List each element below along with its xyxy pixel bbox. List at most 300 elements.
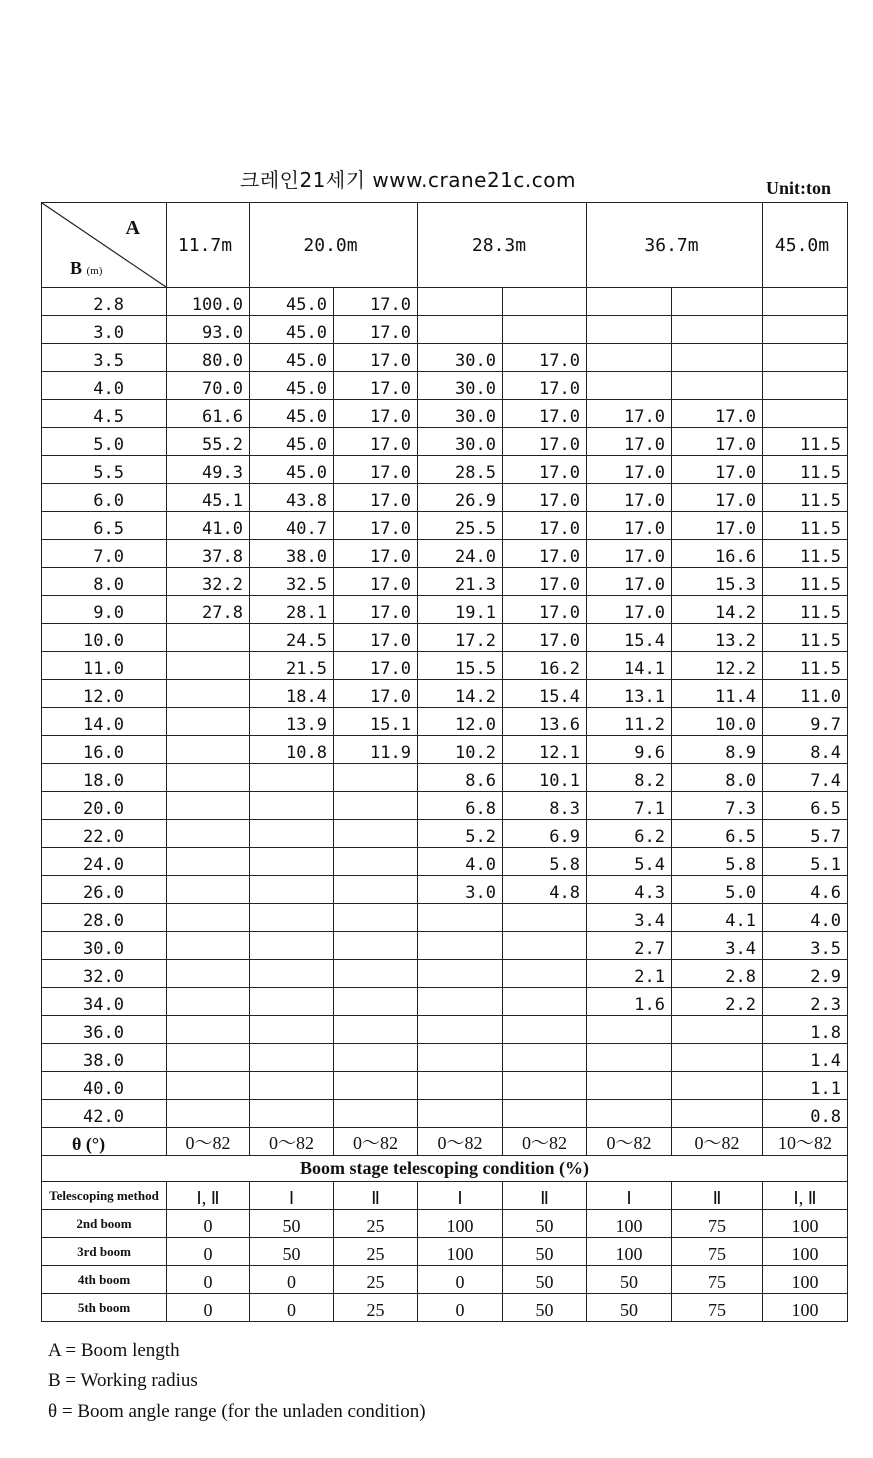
telescoping-cell: 50 xyxy=(503,1210,587,1238)
capacity-cell: 17.0 xyxy=(334,316,418,344)
capacity-cell: 10.0 xyxy=(672,708,763,736)
capacity-cell: 14.1 xyxy=(587,652,672,680)
capacity-cell xyxy=(250,904,334,932)
capacity-cell: 45.0 xyxy=(250,400,334,428)
table-row xyxy=(42,876,848,904)
radius-cell: 32.0 xyxy=(42,960,167,988)
telescoping-title: Boom stage telescoping condition (%) xyxy=(42,1156,848,1182)
capacity-cell xyxy=(587,1100,672,1128)
capacity-cell: 17.0 xyxy=(334,484,418,512)
capacity-cell: 5.1 xyxy=(763,848,848,876)
capacity-cell xyxy=(167,988,250,1016)
capacity-cell: 37.8 xyxy=(167,540,250,568)
capacity-cell xyxy=(334,932,418,960)
capacity-cell xyxy=(503,904,587,932)
load-chart-table xyxy=(41,202,848,1322)
table-row xyxy=(42,1072,848,1100)
capacity-cell: 17.0 xyxy=(587,456,672,484)
capacity-cell xyxy=(334,764,418,792)
telescoping-cell: 50 xyxy=(503,1238,587,1266)
capacity-cell xyxy=(503,1016,587,1044)
radius-cell: 3.5 xyxy=(42,344,167,372)
table-row xyxy=(42,512,848,540)
capacity-cell: 17.0 xyxy=(503,540,587,568)
capacity-cell xyxy=(763,344,848,372)
capacity-cell: 4.3 xyxy=(587,876,672,904)
table-row xyxy=(42,1100,848,1128)
legend-theta: θ = Boom angle range (for the unladen condition) xyxy=(48,1401,426,1422)
capacity-cell: 30.0 xyxy=(418,372,503,400)
capacity-cell xyxy=(334,792,418,820)
telescoping-cell: 0 xyxy=(167,1266,250,1294)
capacity-cell xyxy=(167,904,250,932)
capacity-cell: 45.0 xyxy=(250,372,334,400)
telescoping-cell: 0 xyxy=(250,1294,334,1322)
capacity-cell: 24.5 xyxy=(250,624,334,652)
telescoping-method-row xyxy=(42,1182,848,1210)
capacity-cell xyxy=(250,1016,334,1044)
capacity-cell: 5.8 xyxy=(672,848,763,876)
capacity-cell: 10.1 xyxy=(503,764,587,792)
table-row xyxy=(42,792,848,820)
boom-stage-label: 4th boom xyxy=(42,1266,167,1294)
capacity-cell xyxy=(418,960,503,988)
table-row xyxy=(42,456,848,484)
capacity-cell: 28.5 xyxy=(418,456,503,484)
capacity-cell: 45.1 xyxy=(167,484,250,512)
capacity-cell: 9.7 xyxy=(763,708,848,736)
theta-label: θ (°) xyxy=(42,1128,167,1156)
table-row xyxy=(42,484,848,512)
capacity-cell: 30.0 xyxy=(418,400,503,428)
capacity-cell: 6.9 xyxy=(503,820,587,848)
capacity-cell: 38.0 xyxy=(250,540,334,568)
capacity-cell: 15.4 xyxy=(587,624,672,652)
table-row xyxy=(42,428,848,456)
telescoping-cell: 100 xyxy=(587,1210,672,1238)
capacity-cell xyxy=(167,624,250,652)
table-row xyxy=(42,652,848,680)
telescoping-method-cell: Ⅰ xyxy=(418,1182,503,1210)
boom-length-45-0: 45.0m xyxy=(763,203,848,288)
capacity-cell: 5.2 xyxy=(418,820,503,848)
capacity-cell: 11.4 xyxy=(672,680,763,708)
telescoping-method-cell: Ⅰ, Ⅱ xyxy=(763,1182,848,1210)
capacity-cell: 12.2 xyxy=(672,652,763,680)
telescoping-method-cell: Ⅰ, Ⅱ xyxy=(167,1182,250,1210)
radius-cell: 4.5 xyxy=(42,400,167,428)
capacity-cell xyxy=(250,792,334,820)
radius-cell: 26.0 xyxy=(42,876,167,904)
capacity-cell xyxy=(672,1044,763,1072)
capacity-cell xyxy=(672,316,763,344)
capacity-cell xyxy=(418,316,503,344)
telescoping-cell: 25 xyxy=(334,1294,418,1322)
capacity-cell: 45.0 xyxy=(250,288,334,316)
capacity-cell: 3.4 xyxy=(587,904,672,932)
capacity-cell xyxy=(763,400,848,428)
radius-cell: 4.0 xyxy=(42,372,167,400)
capacity-cell: 17.0 xyxy=(672,456,763,484)
capacity-cell xyxy=(503,988,587,1016)
capacity-cell: 17.0 xyxy=(503,372,587,400)
capacity-cell: 17.0 xyxy=(587,512,672,540)
capacity-cell: 1.8 xyxy=(763,1016,848,1044)
radius-cell: 42.0 xyxy=(42,1100,167,1128)
capacity-cell: 3.4 xyxy=(672,932,763,960)
telescoping-cell: 0 xyxy=(250,1266,334,1294)
capacity-cell xyxy=(334,876,418,904)
table-row xyxy=(42,596,848,624)
capacity-cell xyxy=(250,1072,334,1100)
capacity-cell: 6.5 xyxy=(763,792,848,820)
capacity-cell: 17.0 xyxy=(503,428,587,456)
capacity-cell xyxy=(503,316,587,344)
radius-cell: 16.0 xyxy=(42,736,167,764)
theta-cell: 0～82 xyxy=(587,1128,672,1156)
capacity-cell: 11.5 xyxy=(763,456,848,484)
boom-stage-label: 2nd boom xyxy=(42,1210,167,1238)
capacity-cell xyxy=(587,1016,672,1044)
capacity-cell: 2.8 xyxy=(672,960,763,988)
capacity-cell xyxy=(167,792,250,820)
capacity-cell xyxy=(672,1100,763,1128)
capacity-cell: 17.0 xyxy=(334,428,418,456)
telescoping-cell: 0 xyxy=(418,1294,503,1322)
diagonal-divider xyxy=(42,203,166,287)
capacity-cell: 8.9 xyxy=(672,736,763,764)
radius-cell: 18.0 xyxy=(42,764,167,792)
capacity-cell: 17.0 xyxy=(503,456,587,484)
capacity-cell xyxy=(672,344,763,372)
table-row xyxy=(42,960,848,988)
capacity-cell: 17.0 xyxy=(672,400,763,428)
telescoping-cell: 50 xyxy=(587,1294,672,1322)
boom-length-28-3: 28.3m xyxy=(418,203,587,288)
theta-cell: 0～82 xyxy=(503,1128,587,1156)
capacity-cell: 49.3 xyxy=(167,456,250,484)
capacity-cell: 7.3 xyxy=(672,792,763,820)
capacity-cell xyxy=(167,960,250,988)
capacity-cell xyxy=(167,1100,250,1128)
capacity-cell: 17.0 xyxy=(503,512,587,540)
telescoping-cell: 100 xyxy=(418,1238,503,1266)
capacity-cell: 14.2 xyxy=(418,680,503,708)
capacity-cell xyxy=(250,988,334,1016)
capacity-cell xyxy=(167,652,250,680)
table-row xyxy=(42,372,848,400)
capacity-cell: 11.5 xyxy=(763,428,848,456)
capacity-cell: 10.2 xyxy=(418,736,503,764)
radius-cell: 3.0 xyxy=(42,316,167,344)
radius-cell: 10.0 xyxy=(42,624,167,652)
capacity-cell: 17.0 xyxy=(587,484,672,512)
table-row xyxy=(42,988,848,1016)
capacity-cell xyxy=(167,1016,250,1044)
telescoping-method-cell: Ⅱ xyxy=(672,1182,763,1210)
capacity-cell: 12.1 xyxy=(503,736,587,764)
table-row xyxy=(42,932,848,960)
capacity-cell: 17.2 xyxy=(418,624,503,652)
telescoping-cell: 75 xyxy=(672,1294,763,1322)
capacity-cell: 11.5 xyxy=(763,512,848,540)
capacity-cell: 45.0 xyxy=(250,316,334,344)
capacity-cell: 13.6 xyxy=(503,708,587,736)
capacity-cell: 13.1 xyxy=(587,680,672,708)
capacity-cell xyxy=(334,904,418,932)
capacity-cell xyxy=(167,848,250,876)
capacity-cell: 32.2 xyxy=(167,568,250,596)
capacity-cell: 11.5 xyxy=(763,568,848,596)
capacity-cell xyxy=(334,960,418,988)
capacity-cell: 15.4 xyxy=(503,680,587,708)
capacity-cell: 9.6 xyxy=(587,736,672,764)
theta-cell: 0～82 xyxy=(672,1128,763,1156)
capacity-cell: 2.7 xyxy=(587,932,672,960)
capacity-cell xyxy=(503,932,587,960)
capacity-cell: 1.4 xyxy=(763,1044,848,1072)
capacity-cell xyxy=(334,988,418,1016)
telescoping-method-cell: Ⅱ xyxy=(334,1182,418,1210)
capacity-cell: 11.2 xyxy=(587,708,672,736)
capacity-cell: 43.8 xyxy=(250,484,334,512)
telescoping-cell: 50 xyxy=(503,1294,587,1322)
capacity-cell: 8.3 xyxy=(503,792,587,820)
capacity-cell xyxy=(167,820,250,848)
capacity-cell: 5.4 xyxy=(587,848,672,876)
capacity-cell xyxy=(167,708,250,736)
table-row xyxy=(42,1044,848,1072)
table-row xyxy=(42,540,848,568)
capacity-cell: 3.5 xyxy=(763,932,848,960)
capacity-cell xyxy=(418,1100,503,1128)
capacity-cell xyxy=(250,876,334,904)
capacity-cell: 15.1 xyxy=(334,708,418,736)
radius-cell: 30.0 xyxy=(42,932,167,960)
capacity-cell xyxy=(587,288,672,316)
capacity-cell xyxy=(418,288,503,316)
capacity-cell: 16.6 xyxy=(672,540,763,568)
capacity-cell xyxy=(418,904,503,932)
capacity-cell: 45.0 xyxy=(250,456,334,484)
telescoping-cell: 75 xyxy=(672,1210,763,1238)
capacity-cell: 17.0 xyxy=(587,428,672,456)
capacity-cell: 17.0 xyxy=(334,400,418,428)
capacity-cell: 17.0 xyxy=(587,596,672,624)
capacity-cell: 11.5 xyxy=(763,624,848,652)
capacity-cell: 40.7 xyxy=(250,512,334,540)
theta-cell: 0～82 xyxy=(334,1128,418,1156)
capacity-cell: 61.6 xyxy=(167,400,250,428)
capacity-cell xyxy=(167,876,250,904)
capacity-cell xyxy=(334,820,418,848)
capacity-cell: 8.4 xyxy=(763,736,848,764)
capacity-cell: 21.5 xyxy=(250,652,334,680)
capacity-cell: 17.0 xyxy=(587,400,672,428)
capacity-cell: 55.2 xyxy=(167,428,250,456)
capacity-cell: 7.4 xyxy=(763,764,848,792)
capacity-cell xyxy=(503,960,587,988)
telescoping-cell: 25 xyxy=(334,1210,418,1238)
radius-cell: 8.0 xyxy=(42,568,167,596)
capacity-cell: 2.3 xyxy=(763,988,848,1016)
theta-cell: 0～82 xyxy=(167,1128,250,1156)
capacity-cell xyxy=(250,820,334,848)
capacity-cell: 4.0 xyxy=(763,904,848,932)
capacity-cell: 11.5 xyxy=(763,596,848,624)
table-row xyxy=(42,764,848,792)
capacity-cell: 17.0 xyxy=(587,540,672,568)
telescoping-cell: 75 xyxy=(672,1238,763,1266)
capacity-cell: 93.0 xyxy=(167,316,250,344)
capacity-cell: 6.5 xyxy=(672,820,763,848)
corner-cell xyxy=(42,203,167,288)
capacity-cell xyxy=(503,1100,587,1128)
table-row xyxy=(42,904,848,932)
capacity-cell: 17.0 xyxy=(334,596,418,624)
telescoping-cell: 100 xyxy=(587,1238,672,1266)
capacity-cell: 17.0 xyxy=(503,484,587,512)
capacity-cell: 15.3 xyxy=(672,568,763,596)
theta-cell: 0～82 xyxy=(250,1128,334,1156)
table-row xyxy=(42,708,848,736)
capacity-cell: 17.0 xyxy=(672,428,763,456)
capacity-cell: 17.0 xyxy=(334,372,418,400)
telescoping-cell: 0 xyxy=(418,1266,503,1294)
radius-cell: 28.0 xyxy=(42,904,167,932)
capacity-cell: 18.4 xyxy=(250,680,334,708)
capacity-cell xyxy=(250,1044,334,1072)
table-row xyxy=(42,680,848,708)
capacity-cell xyxy=(250,848,334,876)
capacity-cell: 7.1 xyxy=(587,792,672,820)
legend-b: B = Working radius xyxy=(48,1370,198,1391)
capacity-cell: 17.0 xyxy=(503,624,587,652)
capacity-cell: 2.2 xyxy=(672,988,763,1016)
capacity-cell: 17.0 xyxy=(672,512,763,540)
radius-cell: 6.5 xyxy=(42,512,167,540)
capacity-cell xyxy=(167,764,250,792)
capacity-cell xyxy=(418,1044,503,1072)
telescoping-title-row xyxy=(42,1156,848,1182)
capacity-cell: 6.2 xyxy=(587,820,672,848)
capacity-cell: 1.6 xyxy=(587,988,672,1016)
capacity-cell: 100.0 xyxy=(167,288,250,316)
capacity-cell: 17.0 xyxy=(334,344,418,372)
legend-a: A = Boom length xyxy=(48,1340,180,1361)
radius-cell: 22.0 xyxy=(42,820,167,848)
capacity-cell: 17.0 xyxy=(334,540,418,568)
telescoping-cell: 50 xyxy=(503,1266,587,1294)
telescoping-cell: 100 xyxy=(763,1210,848,1238)
capacity-cell xyxy=(167,932,250,960)
capacity-cell: 4.6 xyxy=(763,876,848,904)
capacity-cell: 0.8 xyxy=(763,1100,848,1128)
radius-cell: 36.0 xyxy=(42,1016,167,1044)
telescoping-cell: 50 xyxy=(587,1266,672,1294)
radius-cell: 40.0 xyxy=(42,1072,167,1100)
capacity-cell xyxy=(587,1072,672,1100)
capacity-cell xyxy=(334,848,418,876)
capacity-cell: 5.0 xyxy=(672,876,763,904)
capacity-cell: 17.0 xyxy=(334,288,418,316)
capacity-cell: 4.0 xyxy=(418,848,503,876)
capacity-cell xyxy=(763,288,848,316)
capacity-cell: 4.1 xyxy=(672,904,763,932)
capacity-cell xyxy=(763,372,848,400)
capacity-cell: 6.8 xyxy=(418,792,503,820)
capacity-cell: 17.0 xyxy=(334,456,418,484)
theta-cell: 0～82 xyxy=(418,1128,503,1156)
capacity-cell xyxy=(587,316,672,344)
capacity-cell xyxy=(167,1044,250,1072)
table-row xyxy=(42,736,848,764)
capacity-cell: 70.0 xyxy=(167,372,250,400)
capacity-cell: 5.7 xyxy=(763,820,848,848)
capacity-cell: 17.0 xyxy=(503,400,587,428)
capacity-cell xyxy=(250,960,334,988)
boom-stage-label: 3rd boom xyxy=(42,1238,167,1266)
capacity-cell: 25.5 xyxy=(418,512,503,540)
radius-cell: 12.0 xyxy=(42,680,167,708)
capacity-cell xyxy=(418,988,503,1016)
corner-b-label: B (m) xyxy=(70,258,103,278)
telescoping-cell: 0 xyxy=(167,1238,250,1266)
capacity-cell: 2.9 xyxy=(763,960,848,988)
capacity-cell: 28.1 xyxy=(250,596,334,624)
table-row xyxy=(42,288,848,316)
boom-length-20-0: 20.0m xyxy=(250,203,418,288)
telescoping-row xyxy=(42,1210,848,1238)
table-row xyxy=(42,820,848,848)
capacity-cell xyxy=(587,372,672,400)
capacity-cell: 12.0 xyxy=(418,708,503,736)
table-row xyxy=(42,344,848,372)
page-caption: 크레인21세기 www.crane21c.com xyxy=(240,168,576,192)
telescoping-row xyxy=(42,1238,848,1266)
radius-cell: 6.0 xyxy=(42,484,167,512)
capacity-cell: 11.5 xyxy=(763,484,848,512)
capacity-cell: 27.8 xyxy=(167,596,250,624)
telescoping-row xyxy=(42,1294,848,1322)
radius-cell: 7.0 xyxy=(42,540,167,568)
capacity-cell: 32.5 xyxy=(250,568,334,596)
capacity-cell: 11.0 xyxy=(763,680,848,708)
capacity-cell: 8.6 xyxy=(418,764,503,792)
capacity-cell xyxy=(503,1044,587,1072)
capacity-cell: 10.8 xyxy=(250,736,334,764)
telescoping-cell: 100 xyxy=(418,1210,503,1238)
capacity-cell xyxy=(167,736,250,764)
radius-cell: 9.0 xyxy=(42,596,167,624)
capacity-cell: 45.0 xyxy=(250,428,334,456)
unit-label: Unit:ton xyxy=(766,178,832,198)
capacity-cell xyxy=(503,288,587,316)
telescoping-cell: 25 xyxy=(334,1266,418,1294)
radius-cell: 5.0 xyxy=(42,428,167,456)
capacity-cell: 17.0 xyxy=(503,568,587,596)
radius-cell: 34.0 xyxy=(42,988,167,1016)
capacity-cell: 8.0 xyxy=(672,764,763,792)
capacity-cell xyxy=(763,316,848,344)
table-row xyxy=(42,624,848,652)
capacity-cell xyxy=(418,1016,503,1044)
radius-cell: 20.0 xyxy=(42,792,167,820)
capacity-cell xyxy=(334,1016,418,1044)
capacity-cell: 17.0 xyxy=(503,596,587,624)
radius-cell: 5.5 xyxy=(42,456,167,484)
telescoping-cell: 50 xyxy=(250,1238,334,1266)
